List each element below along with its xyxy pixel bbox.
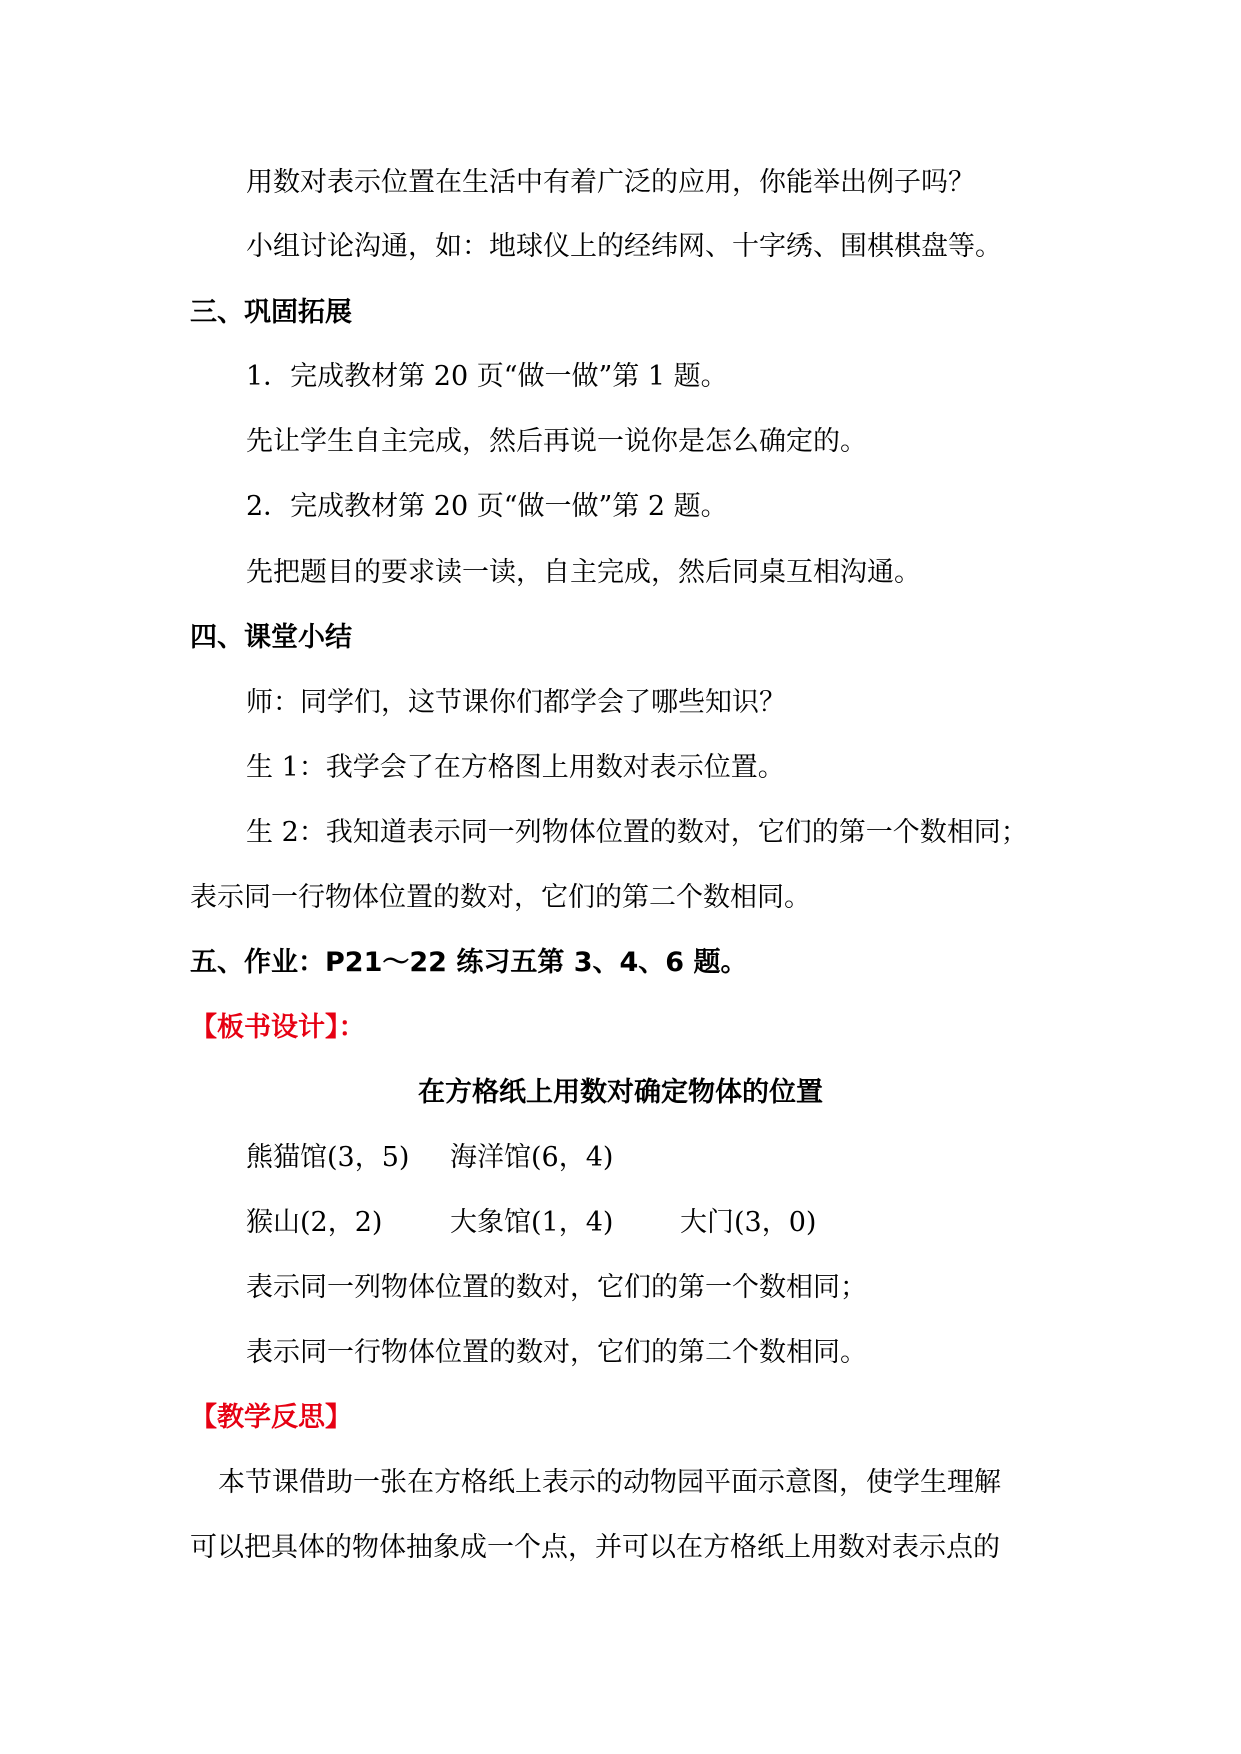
- summary-student-1: 生 1：我学会了在方格图上用数对表示位置。: [246, 752, 785, 783]
- section-heading-homework: [190, 946, 748, 980]
- board-location-elephant: 大象馆(1，4): [450, 1207, 614, 1238]
- homework-text: 五、作业：P21～22 练习五第 3、4、6 题。: [190, 947, 748, 978]
- board-location-ocean: 海洋馆(6，4): [450, 1142, 614, 1173]
- reflection-line-2: 可以把具体的物体抽象成一个点，并可以在方格纸上用数对表示点的: [190, 1532, 1000, 1563]
- consolidate-item-1-note: 先让学生自主完成，然后再说一说你是怎么确定的。: [246, 426, 867, 457]
- board-rule-column: 表示同一列物体位置的数对，它们的第一个数相同；: [246, 1272, 867, 1303]
- paragraph-examples-question: 用数对表示位置在生活中有着广泛的应用，你能举出例子吗？: [246, 167, 975, 198]
- board-title: 在方格纸上用数对确定物体的位置: [418, 1077, 823, 1108]
- consolidate-item-1: 1．完成教材第 20 页“做一做”第 1 题。: [246, 361, 728, 392]
- board-design-heading: 【板书设计】：: [190, 1012, 366, 1043]
- section-heading-summary: 四、课堂小结: [190, 622, 352, 653]
- board-location-monkey: 猴山(2，2): [246, 1207, 383, 1238]
- board-location-panda: 熊猫馆(3，5): [246, 1142, 410, 1173]
- consolidate-item-2-note: 先把题目的要求读一读，自主完成，然后同桌互相沟通。: [246, 557, 921, 588]
- paragraph-group-discussion: 小组讨论沟通，如：地球仪上的经纬网、十字绣、围棋棋盘等。: [246, 231, 1002, 262]
- board-rule-row: 表示同一行物体位置的数对，它们的第二个数相同。: [246, 1337, 867, 1368]
- consolidate-item-2: 2．完成教材第 20 页“做一做”第 2 题。: [246, 491, 728, 522]
- summary-teacher-question: 师：同学们，这节课你们都学会了哪些知识？: [246, 687, 786, 718]
- board-location-gate: 大门(3，0): [680, 1207, 817, 1238]
- reflection-line-1: 本节课借助一张在方格纸上表示的动物园平面示意图，使学生理解: [218, 1467, 1001, 1498]
- reflection-heading: 【教学反思】: [190, 1402, 352, 1433]
- summary-student-2-line-1: 生 2：我知道表示同一列物体位置的数对，它们的第一个数相同；: [246, 817, 1028, 848]
- summary-student-2-line-2: 表示同一行物体位置的数对，它们的第二个数相同。: [190, 882, 811, 913]
- section-heading-consolidate: 三、巩固拓展: [190, 297, 352, 328]
